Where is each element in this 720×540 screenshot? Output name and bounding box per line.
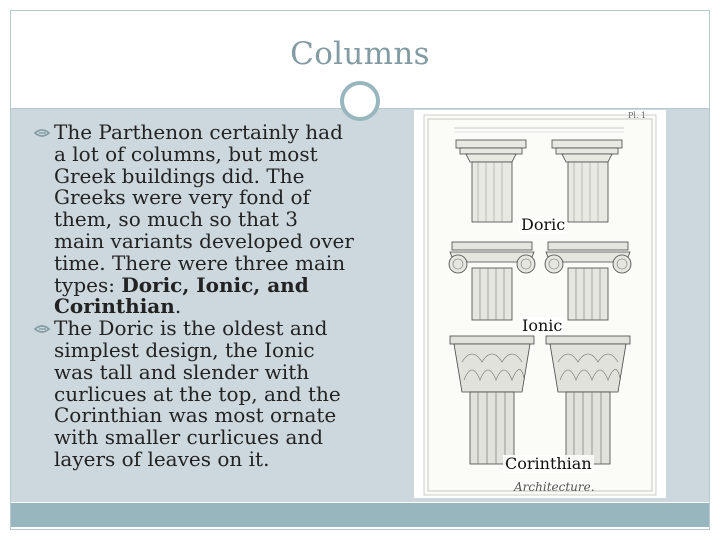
bullet-arrow-icon xyxy=(34,126,50,140)
bullet-1-bold: Doric, Ionic, and Corinthian xyxy=(54,272,309,319)
column-orders-drawing xyxy=(414,110,666,498)
bullet-2-text: The Doric is the oldest and simplest design, the Ionic was tall and slender with curlicues at the top, and the Corinthian was most ornate with smaller curlicues and layers of leaves on it. xyxy=(54,316,341,471)
bullet-1-text: The Parthenon certainly had a lot of columns, but most Greek buildings did. The Greeks were very fond of them, so much so that 3 main variants developed over time. There were three main types: xyxy=(54,120,354,297)
plate-number: Pl. 1 xyxy=(628,111,647,120)
bullet-item-2 xyxy=(34,318,354,471)
bullet-arrow-icon xyxy=(34,322,50,336)
plate-title: Architecture. xyxy=(514,480,595,494)
caption-ionic: Ionic xyxy=(522,316,563,335)
columns-illustration xyxy=(414,110,666,498)
circle-ornament xyxy=(340,81,380,121)
bullet-1-tail: . xyxy=(174,294,182,319)
bullet-list xyxy=(34,122,354,471)
bullet-item-1 xyxy=(34,122,354,318)
caption-corinthian: Corinthian xyxy=(505,454,592,473)
slide-title: Columns xyxy=(290,36,430,72)
footer-band xyxy=(11,503,709,527)
caption-doric: Doric xyxy=(521,215,566,234)
